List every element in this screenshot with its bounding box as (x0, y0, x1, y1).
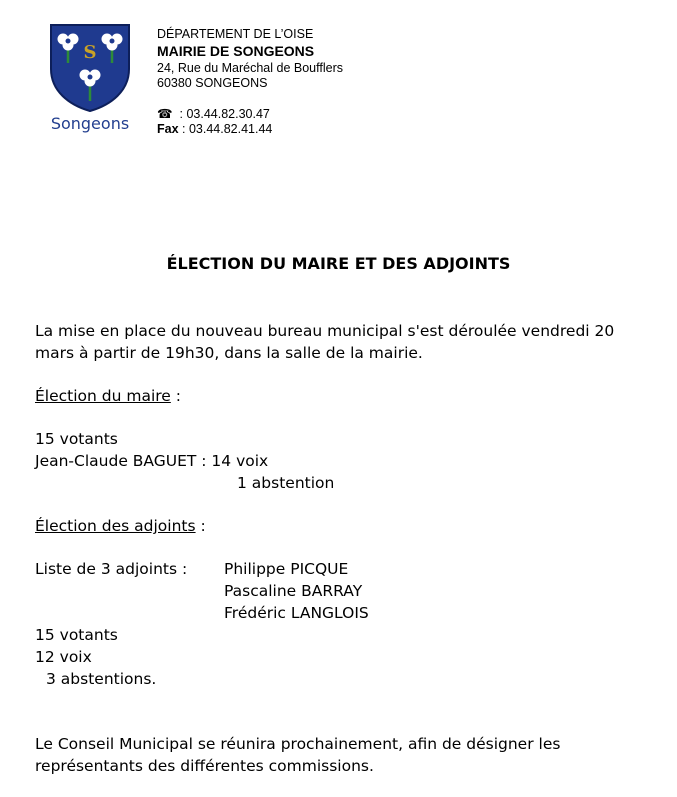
adjoints-votants: 15 votants (35, 626, 118, 644)
adjoint-name: Pascaline BARRAY (224, 582, 363, 600)
intro-line-1: La mise en place du nouveau bureau municipal s'est déroulée vendredi 20 (35, 322, 615, 340)
address-line-2: 60380 SONGEONS (157, 76, 268, 90)
adjoint-name: Frédéric LANGLOIS (224, 604, 369, 622)
intro-line-2: mars à partir de 19h30, dans la salle de la mairie. (35, 344, 423, 362)
phone-number: : 03.44.82.30.47 (179, 107, 270, 121)
fax-label: Fax (157, 122, 179, 136)
closing-line-2: représentants des différentes commissions. (35, 757, 374, 775)
mairie-name: MAIRIE DE SONGEONS (157, 43, 315, 59)
maire-candidate-result: Jean-Claude BAGUET : 14 voix (35, 452, 269, 470)
logo-caption: Songeons (50, 114, 130, 133)
maire-heading: Élection du maire : (35, 387, 181, 405)
shield-letter: S (83, 42, 97, 63)
maire-heading-text: Élection du maire (35, 387, 171, 405)
adjoints-list-label: Liste de 3 adjoints : (35, 560, 188, 578)
adjoint-name: Philippe PICQUE (224, 560, 349, 578)
fax-line (157, 122, 272, 136)
shield-icon (43, 23, 137, 113)
address-line-1: 24, Rue du Maréchal de Boufflers (157, 61, 343, 75)
songeons-coat-of-arms-logo (43, 23, 145, 135)
closing-line-1: Le Conseil Municipal se réunira prochainement, afin de désigner les (35, 735, 561, 753)
department-name: DÉPARTEMENT DE L’OISE (157, 27, 314, 41)
fax-number: : 03.44.82.41.44 (182, 122, 273, 136)
maire-votants: 15 votants (35, 430, 118, 448)
maire-abstention: 1 abstention (237, 474, 335, 492)
adjoints-voix: 12 voix (35, 648, 92, 666)
adjoints-heading: Élection des adjoints : (35, 517, 206, 535)
adjoints-heading-text: Élection des adjoints (35, 517, 196, 535)
adjoints-abstentions: 3 abstentions. (46, 670, 157, 688)
phone-line (157, 107, 270, 121)
page-title: ÉLECTION DU MAIRE ET DES ADJOINTS (166, 254, 511, 273)
telephone-icon: ☎ (157, 107, 173, 121)
